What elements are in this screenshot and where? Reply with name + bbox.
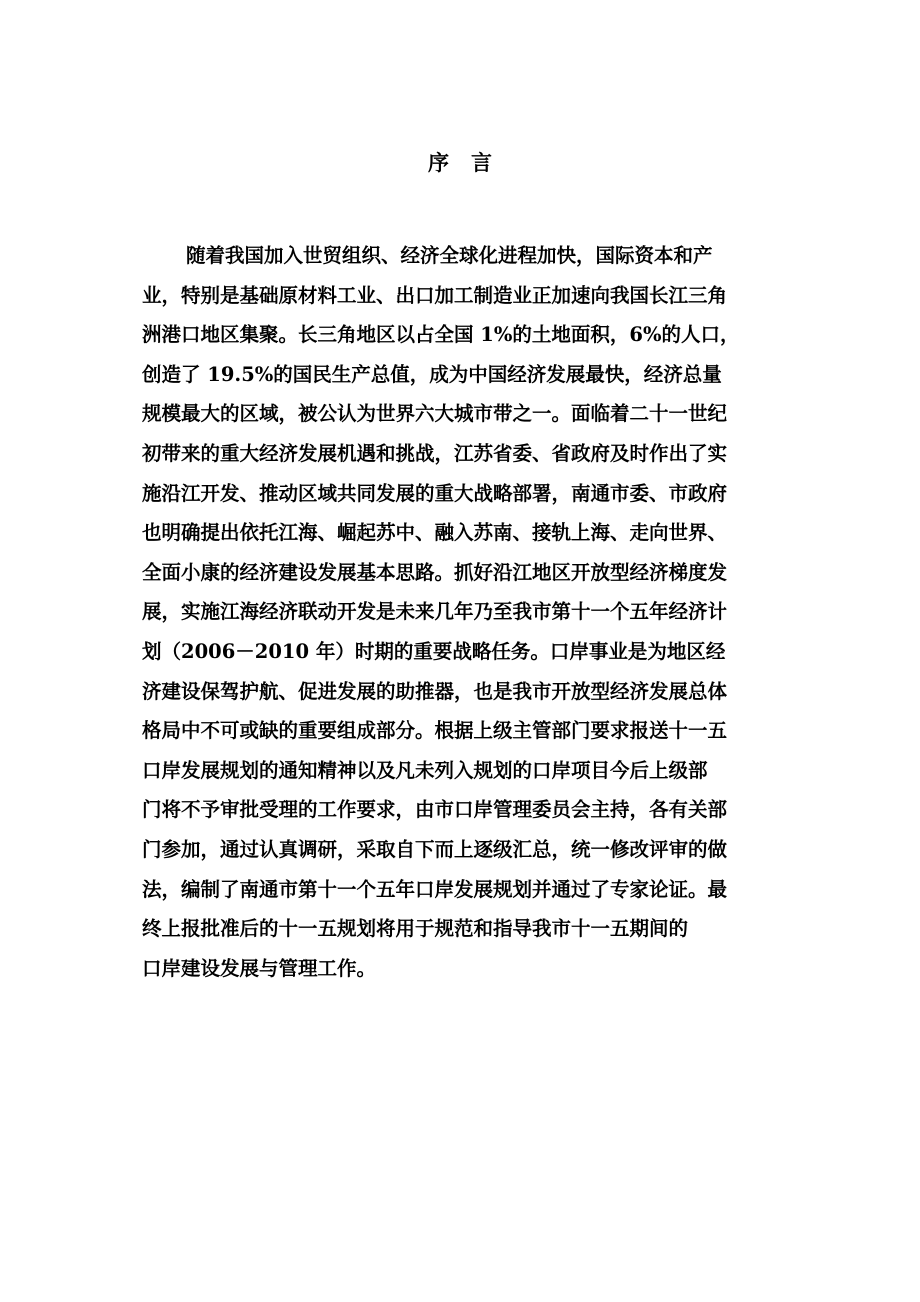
paragraph-line: 全面小康的经济建设发展基本思路。抓好沿江地区开放型经济梯度发 — [142, 560, 728, 584]
paragraph-line: 施沿江开发、推动区域共同发展的重大战略部署，南通市委、市政府 — [142, 481, 728, 505]
paragraph-line: 门将不予审批受理的工作要求，由市口岸管理委员会主持，各有关部 — [142, 798, 728, 822]
paragraph-line: 济建设保驾护航、促进发展的助推器，也是我市开放型经济发展总体 — [142, 679, 728, 703]
paragraph-line: 法，编制了南通市第十一个五年口岸发展规划并通过了专家论证。最 — [142, 877, 728, 901]
paragraph-line: 口岸发展规划的通知精神以及凡未列入规划的口岸项目今后上级部 — [142, 758, 708, 782]
paragraph-line: 规模最大的区域，被公认为世界六大城市带之一。面临着二十一世纪 — [142, 402, 728, 426]
paragraph-line: 划（2006－2010 年）时期的重要战略任务。口岸事业是为地区经 — [142, 639, 726, 663]
preface-paragraph — [142, 236, 802, 988]
paragraph-line: 初带来的重大经济发展机遇和挑战，江苏省委、省政府及时作出了实 — [142, 441, 728, 465]
page-title — [0, 148, 920, 178]
paragraph-line: 终上报批准后的十一五规划将用于规范和指导我市十一五期间的 — [142, 917, 689, 941]
paragraph-line: 口岸建设发展与管理工作。 — [142, 956, 377, 980]
paragraph-line: 门参加，通过认真调研，采取自下而上逐级汇总，统一修改评审的做 — [142, 837, 728, 861]
paragraph-line: 展，实施江海经济联动开发是未来几年乃至我市第十一个五年经济计 — [142, 600, 728, 624]
paragraph-line: 业，特别是基础原材料工业、出口加工制造业正加速向我国长江三角 — [142, 283, 728, 307]
title-char-2: 言 — [471, 150, 492, 175]
paragraph-line: 洲港口地区集聚。长三角地区以占全国 1%的土地面积，6%的人口， — [142, 323, 740, 347]
title-char-1: 序 — [428, 150, 449, 175]
paragraph-line: 格局中不可或缺的重要组成部分。根据上级主管部门要求报送十一五 — [142, 719, 728, 743]
paragraph-line: 随着我国加入世贸组织、经济全球化进程加快，国际资本和产 — [186, 244, 713, 267]
paragraph-line: 也明确提出依托江海、崛起苏中、融入苏南、接轨上海、走向世界、 — [142, 521, 728, 545]
paragraph-line: 创造了 19.5%的国民生产总值，成为中国经济发展最快，经济总量 — [142, 362, 722, 386]
